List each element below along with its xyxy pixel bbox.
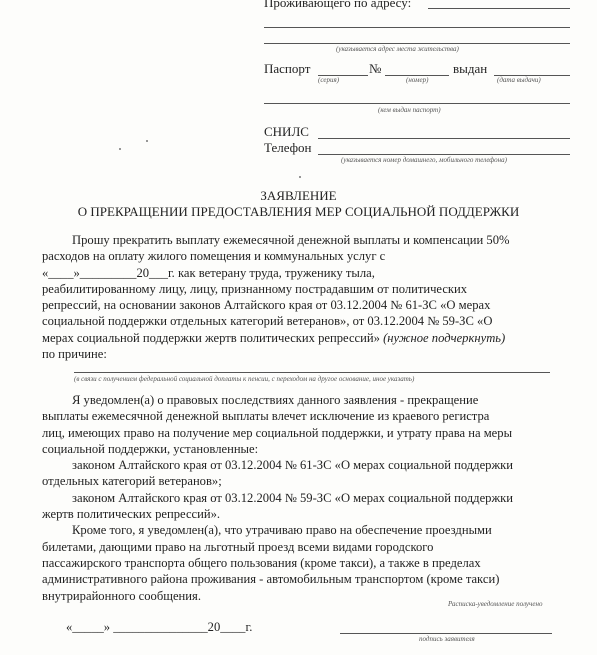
series-caption: (серия) (318, 76, 340, 84)
snils-label: СНИЛС (264, 124, 309, 139)
passport-label: Паспорт (264, 61, 311, 76)
notice-line: социальной поддержки, установленные: (42, 441, 259, 456)
underline-note: (нужное подчеркнуть) (383, 330, 506, 345)
signature-caption: подпись заявителя (419, 635, 475, 643)
request-line: реабилитированному лицу, лицу, признанному пострадавшим от политических (42, 281, 468, 296)
date-line[interactable]: «_____» _______________20____г. (66, 620, 253, 634)
law1-line: отдельных категорий ветеранов»; (42, 474, 222, 489)
reason-label: по причине: (42, 347, 107, 362)
travel-line: внутрирайонного сообщения. (42, 588, 201, 603)
travel-line: билетами, дающими право на льготный проезд всеми видами городского (42, 539, 434, 554)
issue-date-caption: (дата выдачи) (497, 76, 541, 84)
notice-paragraph (42, 392, 576, 604)
law2-line: законом Алтайского края от 03.12.2004 № 59-ЗС «О мерах социальной поддержки (72, 490, 514, 505)
notice-line: Я уведомлен(а) о правовых последствиях данного заявления - прекращение (72, 393, 479, 407)
number-caption: (номер) (406, 76, 429, 84)
phone-caption: (указывается номер домашнего, мобильного телефона) (341, 156, 507, 164)
request-paragraph (42, 232, 576, 362)
law1-line: законом Алтайского края от 03.12.2004 № 61-ЗС «О мерах социальной поддержки (72, 458, 514, 473)
reason-caption: (в связи с получением федеральной социальной доплаты к пенсии, с переходом на другое основание, иное указать) (74, 375, 415, 383)
scan-speck (299, 176, 301, 178)
law2-line: жертв политических репрессий». (42, 507, 221, 522)
request-line: Прошу прекратить выплату ежемесячной денежной выплаты и компенсации 50% (72, 233, 510, 247)
issued-by-caption: (кем выдан паспорт) (378, 106, 441, 114)
address-caption: (указывается адрес места жительства) (336, 45, 459, 53)
request-line: мерах социальной поддержки жертв политических репрессий» (42, 330, 380, 345)
request-line: социальной поддержки отдельных категорий ветеранов», от 03.12.2004 № 59-ЗС «О (42, 314, 493, 329)
signature-field[interactable] (340, 633, 552, 634)
address-line-2[interactable] (264, 27, 570, 28)
travel-line: административного района проживания - автомобильным транспортом (кроме такси) (42, 572, 500, 587)
travel-line: пассажирского транспорта общего пользования (кроме такси), а также в пределах (42, 555, 481, 570)
reason-field[interactable] (74, 372, 550, 373)
travel-line: Кроме того, я уведомлен(а), что утрачиваю право на обеспечение проездными (72, 523, 492, 538)
issued-label: выдан (453, 61, 488, 76)
request-line: «____»_________20___г. как ветерану труда, труженику тыла, (42, 265, 375, 280)
phone-field[interactable] (318, 154, 570, 155)
number-sign: № (369, 61, 382, 76)
receipt-caption: Расписка-уведомление получено (448, 600, 543, 608)
snils-field[interactable] (318, 138, 570, 139)
scan-speck (146, 140, 148, 142)
address-label: Проживающего по адресу: (264, 0, 412, 10)
title-line-2: О ПРЕКРАЩЕНИИ ПРЕДОСТАВЛЕНИЯ МЕР СОЦИАЛЬНОЙ ПОДДЕРЖКИ (77, 204, 520, 219)
issued-by-field[interactable] (264, 103, 570, 104)
request-line-last (42, 330, 576, 346)
notice-line: лиц, имеющих право на получение мер социальной поддержки, и утрату права на меры (42, 425, 513, 440)
phone-label: Телефон (264, 140, 312, 155)
scan-speck (119, 148, 121, 150)
request-line: репрессий, на основании законов Алтайского края от 03.12.2004 № 61-ЗС «О мерах (42, 298, 491, 313)
address-line[interactable] (428, 8, 570, 9)
address-line-3[interactable] (264, 43, 570, 44)
request-line: расходов на оплату жилого помещения и коммунальных услуг с (42, 249, 386, 264)
title-line-1: ЗАЯВЛЕНИЕ (260, 188, 337, 203)
notice-line: выплаты ежемесячной денежной выплаты влечет исключение из краевого регистра (42, 409, 490, 424)
